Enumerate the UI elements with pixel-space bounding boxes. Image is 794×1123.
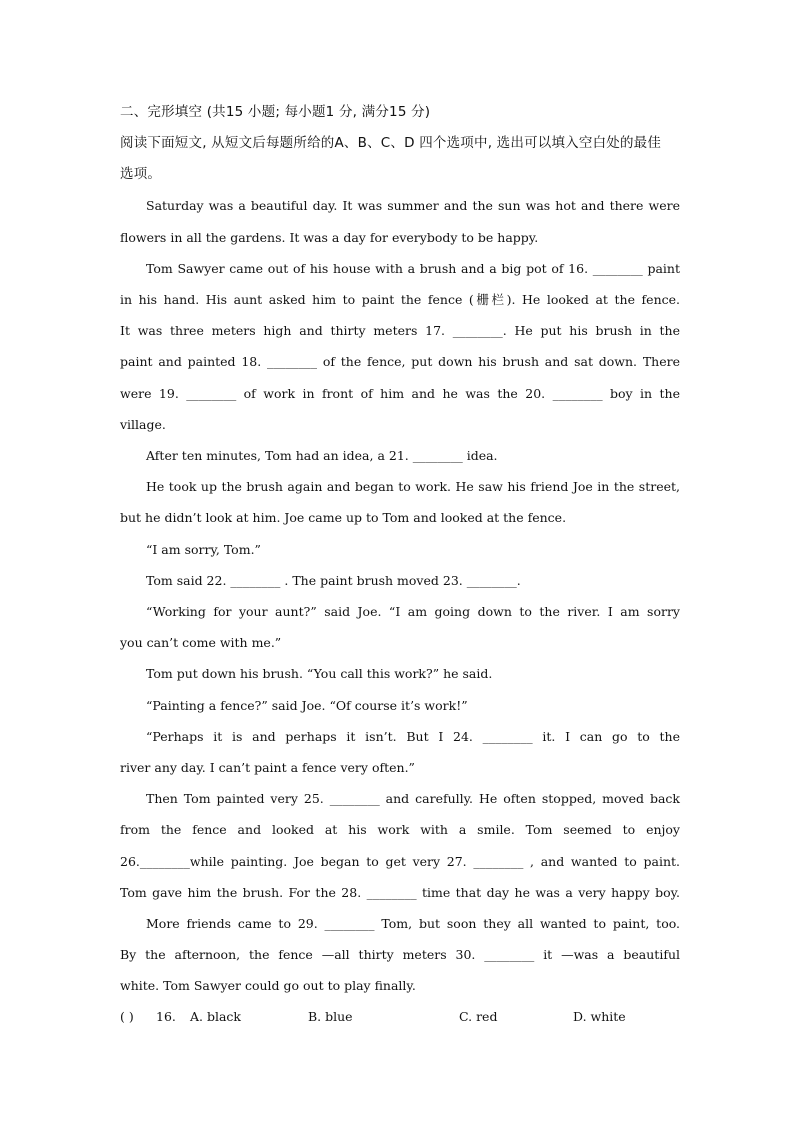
passage-line: More friends came to 29. ________ Tom, but soon they all wanted to paint, too. bbox=[146, 916, 680, 931]
passage-line: flowers in all the gardens. It was a day for everybody to be happy. bbox=[120, 230, 539, 245]
passage-line: Tom gave him the brush. For the 28. ________ time that day he was a very happy boy. bbox=[120, 885, 680, 900]
passage-line: paint and painted 18. ________ of the fence, put down his brush and sat down. There bbox=[120, 354, 680, 369]
passage-line: “Perhaps it is and perhaps it isn’t. But I 24. ________ it. I can go to the bbox=[146, 729, 680, 744]
passage-line: After ten minutes, Tom had an idea, a 21. ________ idea. bbox=[146, 448, 498, 463]
passage-line: Tom said 22. ________ . The paint brush moved 23. ________. bbox=[146, 573, 521, 588]
option-c: C. red bbox=[459, 1009, 498, 1024]
passage-line: in his hand. His aunt asked him to paint the fence (栅栏). He looked at the fence. bbox=[120, 292, 680, 307]
passage-line: you can’t come with me.” bbox=[120, 635, 282, 650]
section-heading: 二、完形填空 (共15 小题; 每小题1 分, 满分15 分) bbox=[120, 104, 431, 120]
answer-bracket: ( ) bbox=[120, 1009, 134, 1024]
instruction-line-2: 选项。 bbox=[120, 166, 162, 182]
passage-line: Saturday was a beautiful day. It was summer and the sun was hot and there were bbox=[146, 198, 680, 213]
passage-line: but he didn’t look at him. Joe came up to Tom and looked at the fence. bbox=[120, 510, 567, 525]
option-d: D. white bbox=[573, 1009, 626, 1024]
passage-line: village. bbox=[120, 417, 166, 432]
passage-line: “I am sorry, Tom.” bbox=[146, 542, 261, 557]
passage-line: By the afternoon, the fence —all thirty meters 30. ________ it —was a beautiful bbox=[120, 947, 680, 962]
passage-line: “Painting a fence?” said Joe. “Of course it’s work!” bbox=[146, 698, 468, 713]
option-b: B. blue bbox=[308, 1009, 353, 1024]
instruction-line-1: 阅读下面短文, 从短文后每题所给的A、B、C、D 四个选项中, 选出可以填入空白处的最佳 bbox=[120, 135, 662, 151]
passage-line: 26.________while painting. Joe began to get very 27. ________ , and wanted to paint. bbox=[120, 854, 680, 869]
question-number: 16. bbox=[156, 1009, 176, 1024]
passage-line: It was three meters high and thirty meters 17. ________. He put his brush in the bbox=[120, 323, 680, 338]
passage-line: “Working for your aunt?” said Joe. “I am going down to the river. I am sorry bbox=[146, 604, 680, 619]
option-a: A. black bbox=[190, 1009, 242, 1024]
passage-line: Tom put down his brush. “You call this work?” he said. bbox=[146, 666, 493, 681]
passage-line: He took up the brush again and began to work. He saw his friend Joe in the street, bbox=[146, 479, 680, 494]
question-16-options bbox=[120, 1008, 680, 1026]
passage-line: river any day. I can’t paint a fence very often.” bbox=[120, 760, 415, 775]
passage-line: from the fence and looked at his work with a smile. Tom seemed to enjoy bbox=[120, 822, 680, 837]
passage-line: Then Tom painted very 25. ________ and carefully. He often stopped, moved back bbox=[146, 791, 680, 806]
passage-line: Tom Sawyer came out of his house with a brush and a big pot of 16. ________ paint bbox=[146, 261, 680, 276]
passage-line: white. Tom Sawyer could go out to play finally. bbox=[120, 978, 416, 993]
passage-line: were 19. ________ of work in front of him and he was the 20. ________ boy in the bbox=[120, 386, 680, 401]
